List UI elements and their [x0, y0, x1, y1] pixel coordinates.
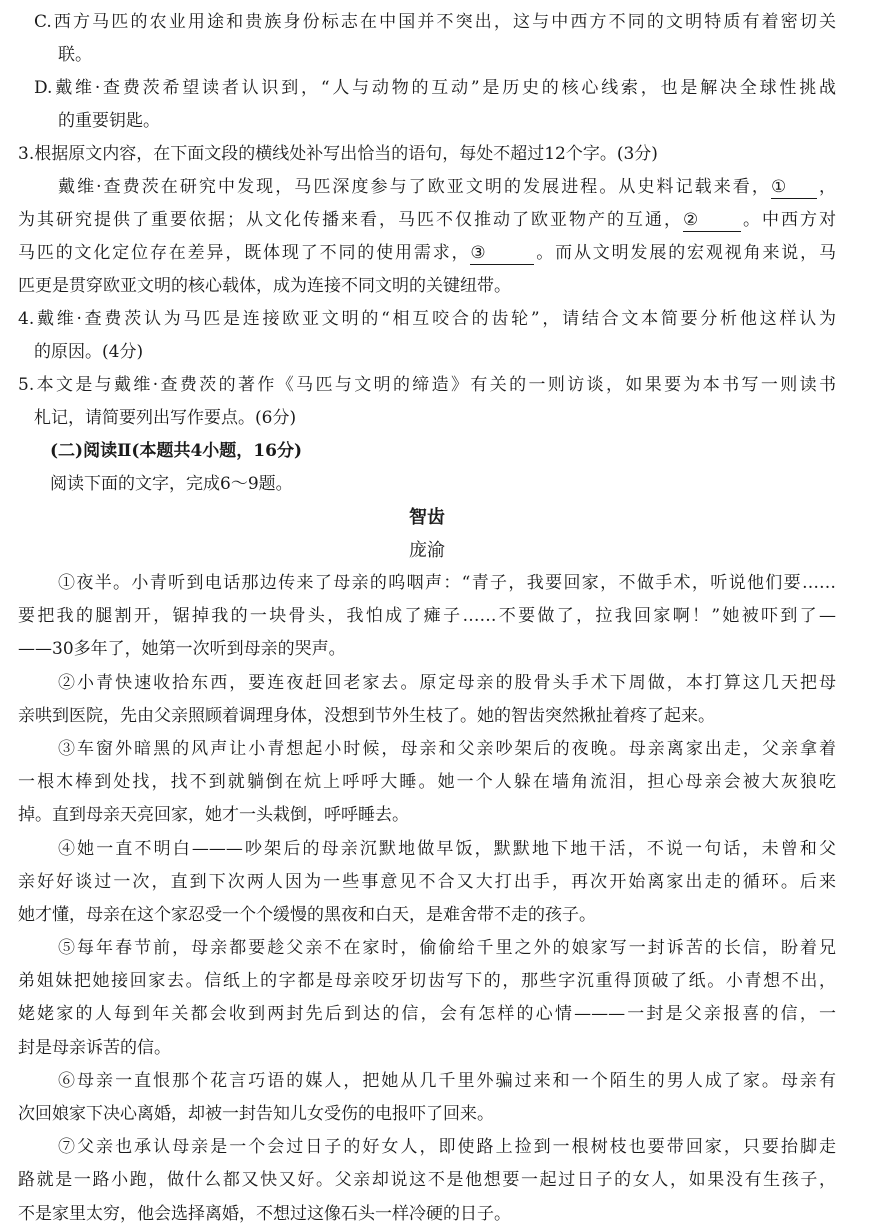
- question-3-text: ，: [816, 177, 836, 197]
- story-line: ②小青快速收拾东西，要连夜赶回老家去。原定母亲的股骨头手术下周做，本打算这几天把母: [58, 672, 836, 693]
- question-3-text: 。而从文明发展的宏观视角来说，马: [534, 243, 836, 263]
- section-heading: (二)阅读Ⅱ(本题共4小题，16分): [50, 441, 302, 461]
- question-3-line-3: [18, 237, 836, 270]
- story-line: 要把我的腿割开，锯掉我的一块骨头，我怕成了瘫子……不要做了，拉我回家啊！”她被吓到了—: [18, 606, 836, 627]
- question-5-line-2: 札记，请简要列出写作要点。(6分): [34, 408, 297, 428]
- story-line: ⑥母亲一直恨那个花言巧语的媒人，把她从几千里外骗过来和一个陌生的男人成了家。母亲有: [58, 1070, 836, 1091]
- story-line: 不是家里太穷，他会选择离婚，不想过这像石头一样冷硬的日子。: [18, 1203, 511, 1224]
- story-title: 智齿: [409, 507, 445, 528]
- answer-blank-3[interactable]: ③: [470, 242, 534, 265]
- story-line: 一根木棒到处找，找不到就躺倒在炕上呼呼大睡。她一个人躲在墙角流泪，担心母亲会被大灰狼吃: [18, 772, 836, 793]
- story-author: 庞渝: [409, 540, 445, 561]
- story-line: 掉。直到母亲天亮回家，她才一头栽倒，呼呼睡去。: [18, 805, 409, 826]
- answer-blank-1[interactable]: ①: [771, 176, 817, 199]
- option-d-line-2: 的重要钥匙。: [58, 111, 160, 131]
- option-d-line-1: D.戴维·查费茨希望读者认识到，“人与动物的互动”是历史的核心线索，也是解决全球性挑战: [34, 78, 836, 98]
- question-3-text: 。中西方对: [741, 210, 836, 230]
- story-line: ④她一直不明白———吵架后的母亲沉默地做早饭，默默地下地干活，不说一句话，未曾和父: [58, 838, 836, 859]
- question-3-line-1: [18, 171, 836, 204]
- question-3-text: 戴维·查费茨在研究中发现，马匹深度参与了欧亚文明的发展进程。从史料记载来看，: [58, 177, 771, 197]
- story-line: 亲好好谈过一次，直到下次两人因为一些事意见不合又大打出手，再次开始离家出走的循环。后来: [18, 871, 836, 892]
- story-line: 封是母亲诉苦的信。: [18, 1037, 171, 1058]
- option-c-line-1: C.西方马匹的农业用途和贵族身份标志在中国并不突出，这与中西方不同的文明特质有着密切关: [34, 12, 836, 32]
- question-3-text: 为其研究提供了重要依据；从文化传播来看，马匹不仅推动了欧亚物产的互通，: [18, 210, 683, 230]
- question-3-line-4: 匹更是贯穿欧亚文明的核心载体，成为连接不同文明的关键纽带。: [18, 276, 511, 296]
- story-line: 路就是一路小跑，做什么都又快又好。父亲却说这不是他想要一起过日子的女人，如果没有生孩子，: [18, 1170, 836, 1191]
- question-5-line-1: 5.本文是与戴维·查费茨的著作《马匹与文明的缔造》有关的一则访谈，如果要为本书写一则读书: [18, 375, 836, 395]
- answer-blank-2[interactable]: ②: [683, 209, 741, 232]
- story-body: [18, 567, 836, 1231]
- story-line: ①夜半。小青听到电话那边传来了母亲的呜咽声：“青子，我要回家，不做手术，听说他们要……: [58, 573, 836, 593]
- question-4-line-1: 4.戴维·查费茨认为马匹是连接欧亚文明的“相互咬合的齿轮”，请结合文本简要分析他这样认为: [18, 309, 836, 329]
- question-3-line-2: [18, 204, 836, 237]
- question-4-line-2: 的原因。(4分): [34, 342, 144, 362]
- question-3-text: 马匹的文化定位存在差异，既体现了不同的使用需求，: [18, 243, 471, 263]
- story-line: ⑤每年春节前，母亲都要趁父亲不在家时，偷偷给千里之外的娘家写一封诉苦的长信，盼着兄: [58, 938, 836, 959]
- story-line: 亲哄到医院，先由父亲照顾着调理身体，没想到节外生枝了。她的智齿突然揪扯着疼了起来。: [18, 705, 715, 726]
- option-c-line-2: 联。: [58, 45, 92, 65]
- story-line: 弟姐妹把她接回家去。信纸上的字都是母亲咬牙切齿写下的，那些字沉重得顶破了纸。小青想不出，: [18, 971, 836, 992]
- story-line: 她才懂，母亲在这个家忍受一个个缓慢的黑夜和白天，是难舍带不走的孩子。: [18, 904, 596, 925]
- question-3-prompt: 3.根据原文内容，在下面文段的横线处补写出恰当的语句，每处不超过12个字。(3分): [18, 144, 658, 164]
- story-line: ——30多年了，她第一次听到母亲的哭声。: [18, 639, 346, 660]
- story-line: ⑦父亲也承认母亲是一个会过日子的好女人，即使路上捡到一根树枝也要带回家，只要抬脚走: [58, 1137, 836, 1158]
- section-instruction: 阅读下面的文字，完成6～9题。: [50, 474, 293, 494]
- story-line: 次回娘家下决心离婚，却被一封告知儿女受伤的电报吓了回来。: [18, 1104, 494, 1124]
- story-line: 姥姥家的人每到年关都会收到两封先后到达的信，会有怎样的心情———一封是父亲报喜的信，一: [18, 1004, 836, 1025]
- story-line: ③车窗外暗黑的风声让小青想起小时候，母亲和父亲吵架后的夜晚。母亲离家出走，父亲拿着: [58, 738, 836, 759]
